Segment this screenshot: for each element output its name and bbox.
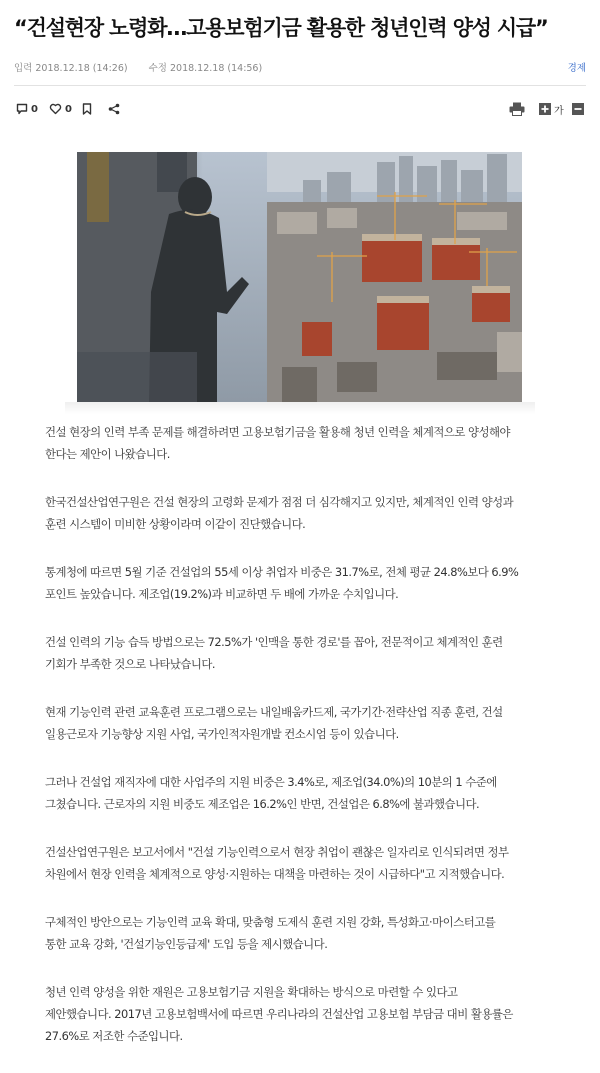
input-timestamp: 입력 2018.12.18 (14:26) xyxy=(14,63,128,74)
font-increase-icon xyxy=(539,103,551,115)
paragraph: 통계청에 따르면 5월 기준 건설업의 55세 이상 취업자 비중은 31.7%로, 전체 평균 24.8%보다 6.9% 포인트 높았습니다. 제조업(19.2%)과 비교하면 두 배에 가까운 수치입니다. xyxy=(45,565,519,601)
photo-shadow xyxy=(65,402,535,414)
construction-collage-image xyxy=(77,152,522,402)
header-divider xyxy=(14,85,586,86)
bookmark-button[interactable] xyxy=(82,100,92,118)
paragraph: 한국건설산업연구원은 건설 현장의 고령화 문제가 점점 더 심각해지고 있지만, 체계적인 인력 양성과 훈련 시스템이 미비한 상황이라며 이같이 진단했습니다. xyxy=(45,495,514,531)
paragraph: 건설 현장의 인력 부족 문제를 해결하려면 고용보험기금을 활용해 청년 인력을 체계적으로 양성해야 한다는 제안이 나왔습니다. xyxy=(45,425,510,461)
print-icon xyxy=(509,102,525,116)
article-photo xyxy=(77,152,522,402)
comment-icon xyxy=(16,103,28,115)
modified-timestamp: 수정 2018.12.18 (14:56) xyxy=(148,63,263,74)
print-button[interactable] xyxy=(509,100,525,118)
paragraph: 청년 인력 양성을 위한 재원은 고용보험기금 지원을 확대하는 방식으로 마련할 수 있다고 제안했습니다. 2017년 고용보험백서에 따르면 우리나라의 건설산업 고용보험 부담금 대비 활용률은 27.6%로 저조한 수준입니다. xyxy=(45,985,513,1043)
paragraph: 건설산업연구원은 보고서에서 "건설 기능인력으로서 현장 취업이 괜찮은 일자리로 인식되려면 정부 차원에서 현장 인력을 체계적으로 양성·지원하는 대책을 마련하는 것이 시급하다"고 지적했습니다. xyxy=(45,845,509,881)
paragraph: 그러나 건설업 재직자에 대한 사업주의 지원 비중은 3.4%로, 제조업(34.0%)의 10분의 1 수준에 그쳤습니다. 근로자의 지원 비중도 제조업은 16.2%인 반면, 건설업은 6.8%에 불과했습니다. xyxy=(45,775,497,811)
paragraph: 구체적인 방안으로는 기능인력 교육 확대, 맞춤형 도제식 훈련 지원 강화, 특성화고·마이스터고를 통한 교육 강화, '건설기능인등급제' 도입 등을 제시했습니다. xyxy=(45,915,496,951)
category-link[interactable]: 경제 xyxy=(567,63,586,74)
like-button[interactable] xyxy=(49,100,72,118)
share-button[interactable] xyxy=(108,100,120,118)
font-decrease-button[interactable] xyxy=(572,100,584,118)
font-increase-button[interactable] xyxy=(539,100,564,118)
article-title: “건설현장 노령화…고용보험기금 활용한 청년인력 양성 시급” xyxy=(14,16,548,40)
font-size-label: 가 xyxy=(554,105,564,117)
font-decrease-icon xyxy=(572,103,584,115)
comment-button[interactable] xyxy=(16,100,38,118)
bookmark-icon xyxy=(82,103,92,115)
share-icon xyxy=(108,103,120,115)
like-count: 0 xyxy=(65,103,72,115)
heart-icon xyxy=(49,103,62,115)
paragraph: 건설 인력의 기능 습득 방법으로는 72.5%가 '인맥을 통한 경로'를 꼽아, 전문적이고 체계적인 훈련 기회가 부족한 것으로 나타났습니다. xyxy=(45,635,503,671)
article-meta xyxy=(14,60,586,76)
article-toolbar xyxy=(14,100,586,120)
article-body xyxy=(45,421,560,1073)
comment-count: 0 xyxy=(31,103,38,115)
paragraph: 현재 기능인력 관련 교육훈련 프로그램으로는 내일배움카드제, 국가기간·전략산업 직종 훈련, 건설 일용근로자 기능향상 지원 사업, 국가인적자원개발 컨소시엄 등이 있습니다. xyxy=(45,705,503,741)
